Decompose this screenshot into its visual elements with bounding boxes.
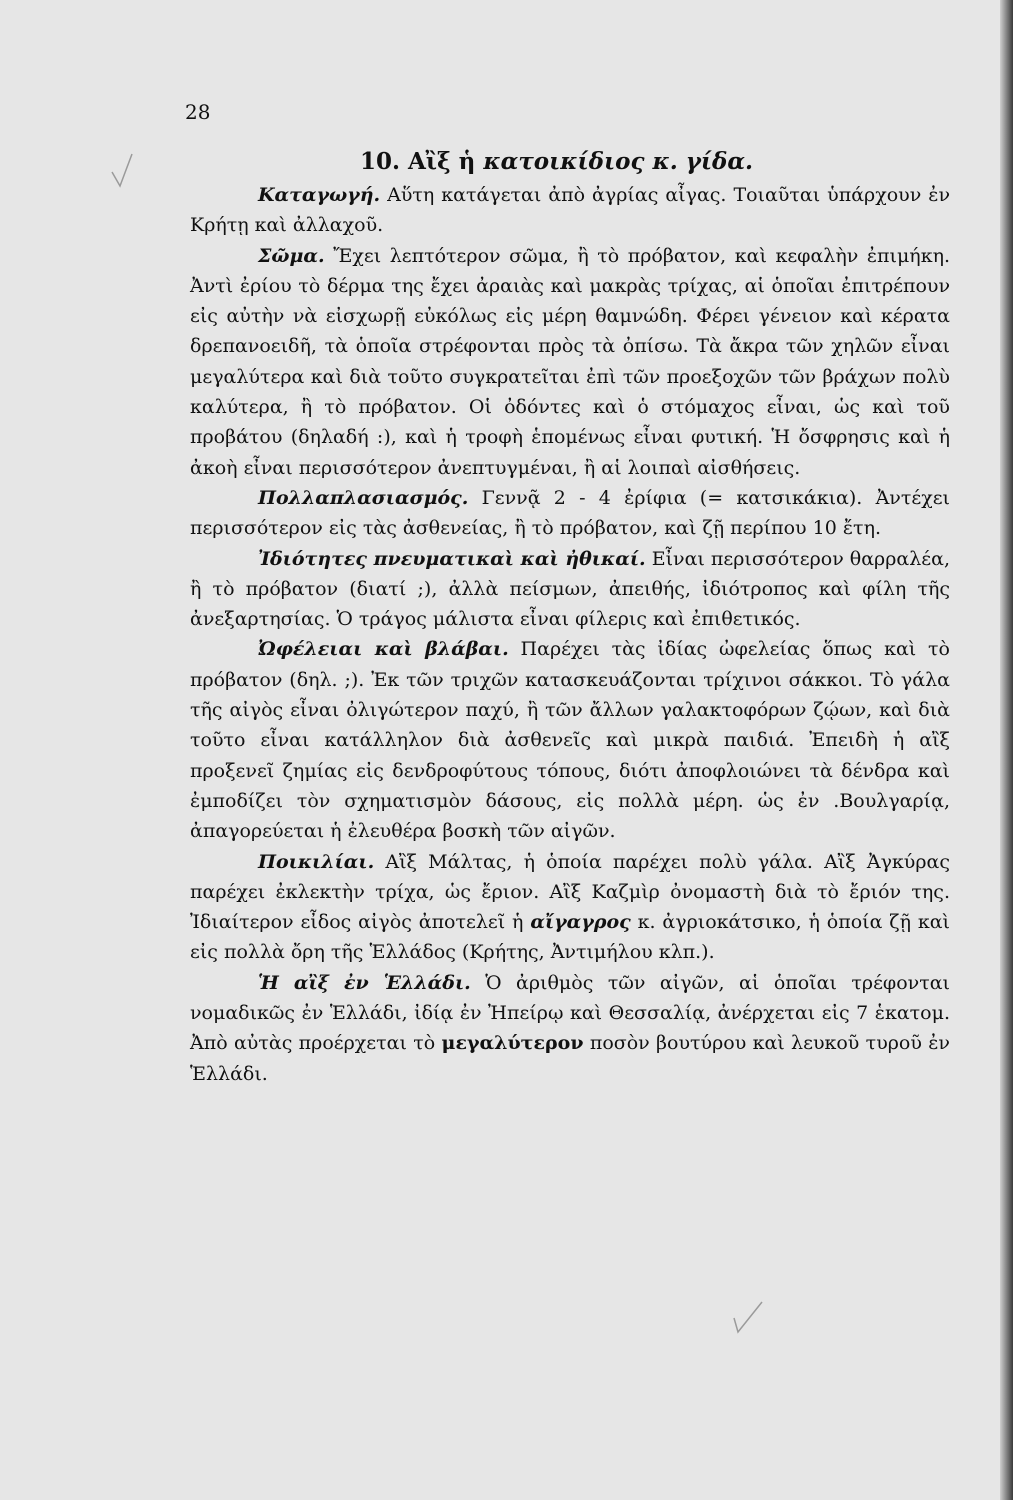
- paragraph-reproduction: [190, 483, 950, 544]
- paragraph-body: [190, 241, 950, 483]
- text-greece-after: ποσὸν βουτύρου καὶ λευκοῦ τυροῦ ἐν Ἑλλάδι.: [190, 1032, 950, 1085]
- paragraph-greece: [190, 968, 950, 1089]
- heading-origin: Καταγωγή.: [258, 184, 381, 206]
- section-title-prefix: 10. Αἲξ ἡ: [360, 148, 476, 175]
- heading-greece: Ἡ αἲξ ἐν Ἑλλάδι.: [258, 971, 471, 994]
- heading-traits: Ἰδιότητες πνευματικαὶ καὶ ἠθικαί.: [258, 547, 646, 570]
- text-traits: Εἶναι περισσότερον θαρραλέα, ἢ τὸ πρόβατον (διατί ;), ἀλλὰ πείσμων, ἀπειθής, ἰδιότροπος καὶ φίλη τῆς ἀνεξαρτησίας. Ὁ τράγος μάλιστα εἶναι φίλερις καὶ ἐπιθετικός.: [190, 547, 950, 631]
- text-greece-before: Ὁ ἀριθμὸς τῶν αἰγῶν, αἱ ὁποῖαι τρέφονται νομαδικῶς ἐν Ἑλλάδι, ἰδίᾳ ἐν Ἠπείρῳ καὶ Θεσσαλίᾳ, ἀνέρχεται εἰς 7 ἑκατομ. Ἀπὸ αὐτὰς προέρχεται τὸ: [190, 971, 950, 1055]
- text-reproduction: Γεννᾷ 2 - 4 ἐρίφια (= κατσικάκια). Ἀντέχει περισσότερον εἰς τὰς ἀσθενείας, ἢ τὸ πρόβατον, καὶ ζῇ περίπου 10 ἔτη.: [190, 486, 950, 540]
- paragraph-benefits: [190, 634, 950, 846]
- page-number: 28: [185, 100, 211, 124]
- text-benefits: Παρέχει τὰς ἰδίας ὠφελείας ὅπως καὶ τὸ πρόβατον (δηλ. ;). Ἐκ τῶν τριχῶν κατασκευάζονται τρίχινοι σάκκοι. Τὸ γάλα τῆς αἰγὸς εἶναι ὀλιγώτερον παχύ, ἢ τῶν ἄλλων γαλακτοφόρων ζῴων, καὶ διὰ τοῦτο εἶναι κατάλληλον διὰ ἀσθενεῖς καὶ μικρὰ παιδιά. Ἐπειδὴ ἡ αἲξ προξενεῖ ζημίας εἰς δενδροφύτους τόπους, διότι ἀποφλοιώνει τὰ δένδρα καὶ ἐμποδίζει τὸν σχηματισμὸν δάσους, εἰς πολλὰ μέρη. ὡς ἐν .Βουλγαρίᾳ, ἀπαγορεύεται ἡ ἐλευθέρα βοσκὴ τῶν αἰγῶν.: [190, 638, 950, 843]
- text-origin: Αὕτη κατάγεται ἀπὸ ἀγρίας αἶγας. Τοιαῦται ὑπάρχουν ἐν Κρήτῃ καὶ ἀλλαχοῦ.: [190, 184, 950, 237]
- paragraph-origin: [190, 180, 950, 241]
- body-text: [190, 180, 950, 1089]
- heading-body: Σῶμα.: [258, 244, 325, 267]
- text-varieties-before: Αἲξ Μάλτας, ἡ ὁποία παρέχει πολὺ γάλα. Αἲξ Ἀγκύρας παρέχει ἐκλεκτὴν τρίχα, ὡς ἔριον. Αἲξ Καζμὶρ ὀνομαστὴ διὰ τὸ ἔριόν της. Ἰδιαίτερον εἶδος αἰγὸς ἀποτελεῖ ἡ: [190, 850, 950, 934]
- heading-benefits: Ὠφέλειαι καὶ βλάβαι.: [258, 638, 509, 661]
- heading-varieties: Ποικιλίαι.: [258, 850, 375, 873]
- term-aigagros: αἴγαγρος: [530, 911, 631, 934]
- heading-reproduction: Πολλαπλασιασμός.: [258, 486, 469, 509]
- term-largest: μεγαλύτερον: [441, 1032, 584, 1055]
- section-title: [360, 148, 753, 175]
- pencil-check-mark-end: [728, 1298, 768, 1338]
- section-title-rest: κατοικίδιος κ. γίδα.: [483, 148, 754, 175]
- paragraph-varieties: [190, 847, 950, 968]
- page-edge-shadow: [1000, 0, 1013, 1500]
- pencil-check-mark: [108, 150, 136, 190]
- text-body: Ἔχει λεπτότερον σῶμα, ἢ τὸ πρόβατον, καὶ κεφαλὴν ἐπιμήκη. Ἀντὶ ἐρίου τὸ δέρμα της ἔχει ἀραιὰς καὶ μακρὰς τρίχας, αἱ ὁποῖαι ἐπιτρέπουν εἰς αὐτὴν νὰ εἰσχωρῇ εὐκόλως εἰς μέρη θαμνώδη. Φέρει γένειον καὶ κέρατα δρεπανοειδῆ, τὰ ὁποῖα στρέφονται πρὸς τὰ ὀπίσω. Τὰ ἄκρα τῶν χηλῶν εἶναι μεγαλύτερα καὶ διὰ τοῦτο συγκρατεῖται ἐπὶ τῶν προεξοχῶν τῶν βράχων πολὺ καλύτερα, ἢ τὸ πρόβατον. Οἱ ὀδόντες καὶ ὁ στόμαχος εἶναι, ὡς καὶ τοῦ προβάτου (δηλαδή :), καὶ ἡ τροφὴ ἑπομένως εἶναι φυτική. Ἡ ὄσφρησις καὶ ἡ ἀκοὴ εἶναι περισσότερον ἀνεπτυγμέναι, ἢ αἱ λοιπαὶ αἰσθήσεις.: [190, 244, 950, 479]
- paragraph-traits: [190, 544, 950, 635]
- text-varieties-after: κ. ἀγριοκάτσικο, ἡ ὁποία ζῇ καὶ εἰς πολλὰ ὄρη τῆς Ἑλλάδος (Κρήτης, Ἀντιμήλου κλπ.).: [190, 911, 950, 964]
